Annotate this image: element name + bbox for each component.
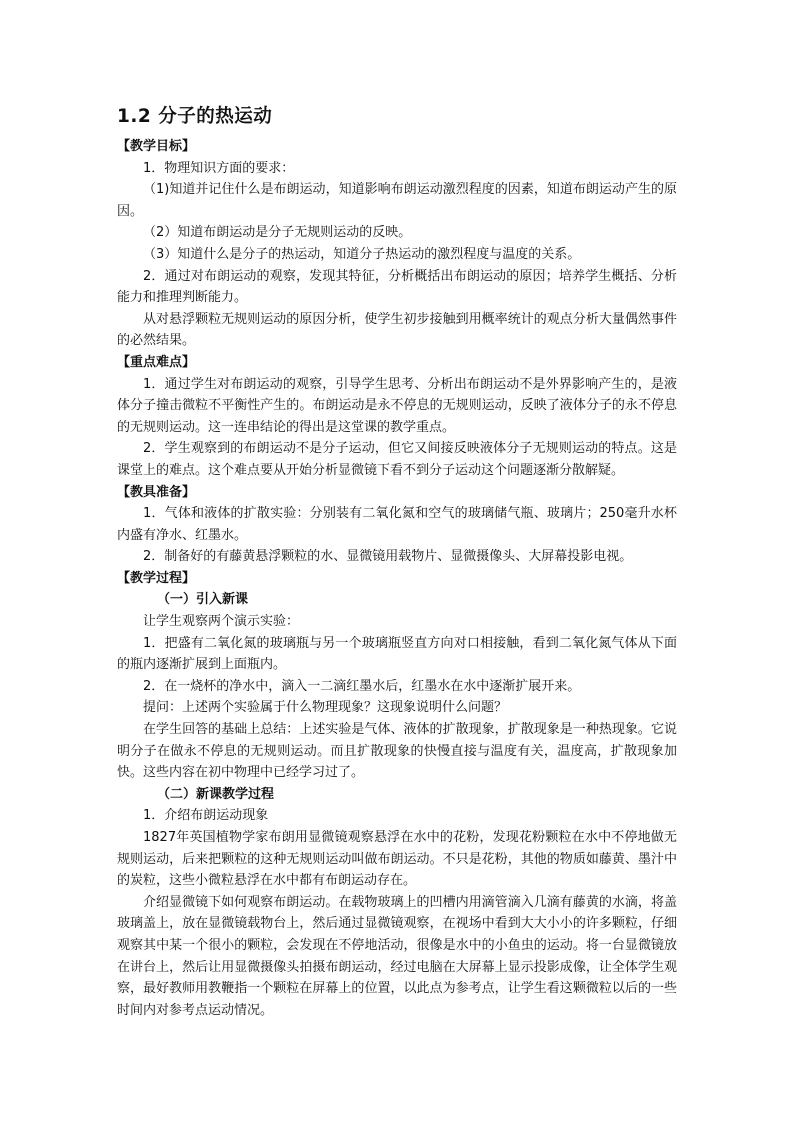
section-heading-equip: 【教具准备】 (117, 484, 196, 500)
intro-paragraph: 在学生回答的基础上总结：上述实验是气体、液体的扩散现象，扩散现象是一种热现象。它说明分子在做永不停息的无规则运动。而且扩散现象的快慢直接与温度有关，温度高，扩散现象加快。这些内容在初中物理中已经学习过了。 (117, 722, 677, 781)
goal-paragraph: 从对悬浮颗粒无规则运动的原因分析，使学生初步接触到用概率统计的观点分析大量偶然事件的必然结果。 (117, 311, 677, 349)
section-heading-key: 【重点难点】 (117, 354, 196, 370)
page-title: 1.2 分子的热运动 (117, 106, 273, 127)
equip-paragraph: 2．制备好的有藤黄悬浮颗粒的水、显微镜用载物片、显微摄像头、大屏幕投影电视。 (143, 549, 633, 565)
section-heading-goal: 【教学目标】 (117, 139, 196, 154)
new-paragraph: 1827年英国植物学家布朗用显微镜观察悬浮在水中的花粉，发现花粉颗粒在水中不停地做无规则运动，后来把颗粒的这种无规则运动叫做布朗运动。不只是花粉，其他的物质如藤黄、墨汁中的炭粒，这些小微粒悬浮在水中都有布朗运动存在。 (117, 830, 677, 889)
new-paragraph: 介绍显微镜下如何观察布朗运动。在载物玻璃上的凹槽内用滴管滴入几滴有藤黄的水滴，将盖玻璃盖上，放在显微镜载物台上，然后通过显微镜观察，在视场中看到大大小小的许多颗粒，仔细观察其中某一个很小的颗粒，会发现在不停地活动，很像是水中的小鱼虫的运动。将一台显微镜放在讲台上，然后让用显微摄像头拍摄布朗运动，经过电脑在大屏幕上显示投影成像，让全体学生观察，最好教师用教鞭指一个颗粒在屏幕上的位置，以此点为参考点，让学生看这颗微粒以后的一些时间内对参考点运动情况。 (117, 894, 677, 1018)
new-paragraph: 1．介绍布朗运动现象 (143, 808, 269, 824)
goal-paragraph: （1)知道并记住什么是布朗运动，知道影响布朗运动激烈程度的因素，知道布朗运动产生的原因。 (117, 182, 677, 219)
goal-paragraph: （3）知道什么是分子的热运动，知道分子热运动的激烈程度与温度的关系。 (143, 246, 581, 262)
subsection-heading-new: （二）新课教学过程 (157, 786, 275, 802)
key-paragraph: 2．学生观察到的布朗运动不是分子运动，但它又间接反映液体分子无规则运动的特点。这是课堂上的难点。这个难点要从开始分析显微镜下看不到分子运动这个问题逐渐分散解疑。 (117, 441, 677, 478)
goal-paragraph: 2．通过对布朗运动的观察，发现其特征，分析概括出布朗运动的原因；培养学生概括、分析能力和推理判断能力。 (117, 268, 677, 306)
intro-paragraph: 1．把盛有二氧化氮的玻璃瓶与另一个玻璃瓶竖直方向对口相接触，看到二氧化氮气体从下面的瓶内逐渐扩展到上面瓶内。 (117, 635, 677, 673)
subsection-heading-intro: （一）引入新课 (157, 592, 249, 608)
document-page (117, 104, 677, 1021)
goal-paragraph: （2）知道布朗运动是分子无规则运动的反映。 (143, 225, 412, 241)
equip-paragraph: 1．气体和液体的扩散实验：分别装有二氧化氮和空气的玻璃储气瓶、玻璃片；250毫升水杯内盛有净水、红墨水。 (117, 506, 677, 543)
intro-paragraph: 2．在一烧杯的净水中，滴入一二滴红墨水后，红墨水在水中逐渐扩展开来。 (143, 678, 581, 694)
intro-paragraph: 让学生观察两个演示实验： (143, 614, 300, 630)
goal-paragraph: 1．物理知识方面的要求： (143, 160, 295, 176)
key-paragraph: 1．通过学生对布朗运动的观察，引导学生思考、分析出布朗运动不是外界影响产生的，是液体分子撞击微粒不平衡性产生的。布朗运动是永不停息的无规则运动，反映了液体分子的永不停息的无规则运动。这一连串结论的得出是这堂课的教学重点。 (117, 376, 677, 435)
intro-paragraph: 提问：上述两个实验属于什么物理现象？这现象说明什么问题？ (143, 700, 508, 716)
section-heading-process: 【教学过程】 (117, 570, 196, 586)
